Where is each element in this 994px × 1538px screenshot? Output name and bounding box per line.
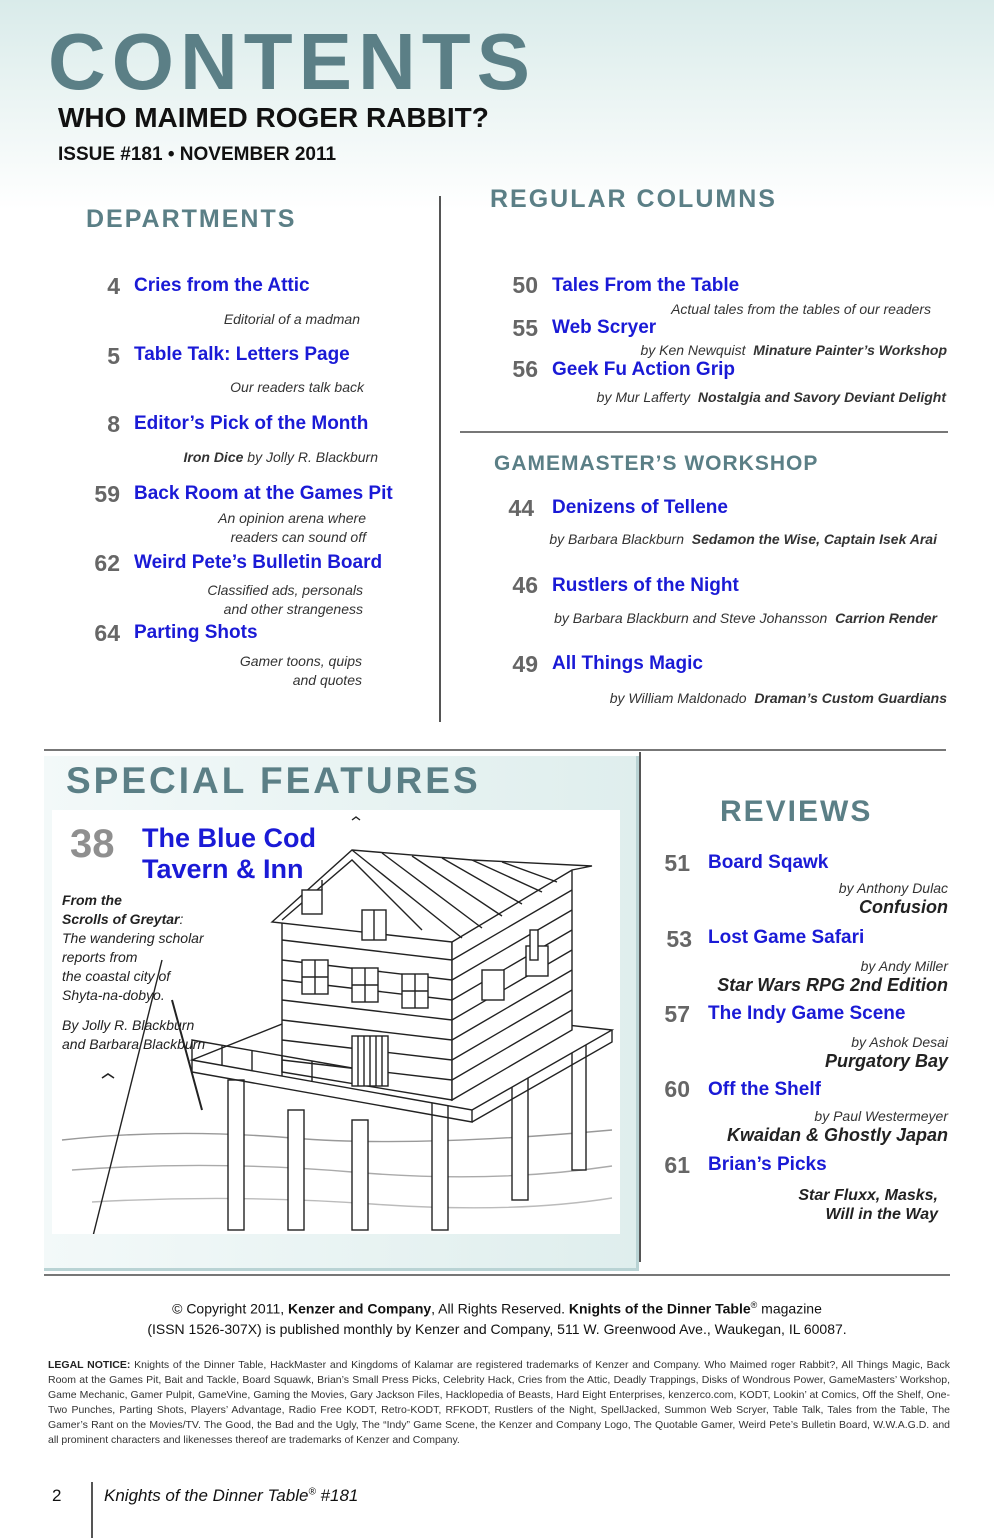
review-byline: by Paul Westermeyer <box>814 1108 948 1124</box>
column-subject: Minature Painter’s Workshop <box>753 342 947 358</box>
workshop-subject: Draman’s Custom Guardians <box>754 690 947 706</box>
reviewed-game: Star Fluxx, Masks, <box>798 1187 938 1204</box>
magazine-name: Knights of the Dinner Table <box>568 1300 751 1317</box>
section-divider <box>44 749 946 751</box>
entry-title[interactable]: Off the Shelf <box>708 1079 821 1100</box>
review-byline: by Andy Miller <box>860 958 948 974</box>
page-title: CONTENTS <box>48 17 536 106</box>
entry-title[interactable]: Table Talk: Letters Page <box>134 344 350 365</box>
entry-description: Editorial of a madman <box>223 311 360 327</box>
page-number: 49 <box>512 651 538 677</box>
page-number: 61 <box>664 1152 690 1178</box>
copyright-notice: © Copyright 2011, Kenzer and Company, All Rights Reserved. Knights of the Dinner Table® magazine (ISSN 1526-307X) is published monthly by Kenzer and Company, 511 W. Greenwood Ave., Waukegan, IL 60087. <box>147 1300 847 1337</box>
entry-title[interactable]: Tales From the Table <box>552 275 740 296</box>
issue-title: WHO MAIMED ROGER RABBIT? <box>58 102 489 133</box>
entry-byline: by Ken Newquist Minature Painter’s Workshop <box>640 342 947 358</box>
departments-heading: DEPARTMENTS <box>86 205 297 233</box>
reviews-heading: REVIEWS <box>720 795 873 828</box>
entry-title[interactable]: Denizens of Tellene <box>552 497 728 518</box>
entry-title[interactable]: Geek Fu Action Grip <box>552 359 735 380</box>
entry-description: Gamer toons, quips <box>239 653 362 669</box>
column-divider <box>439 196 441 722</box>
entry-title[interactable]: Back Room at the Games Pit <box>134 483 393 504</box>
feature-byline: By Jolly R. Blackburn and Barbara Blackburn <box>62 1017 206 1052</box>
entry-title[interactable]: Cries from the Attic <box>134 275 310 296</box>
workshop-subject: Carrion Render <box>835 610 937 626</box>
entry-title[interactable]: All Things Magic <box>552 653 703 674</box>
footer-magazine-title: Knights of the Dinner Table® #181 <box>104 1486 359 1505</box>
reviewed-game: Confusion <box>859 897 948 917</box>
entry-title[interactable]: Web Scryer <box>552 317 657 338</box>
page-number: 62 <box>94 550 120 576</box>
page-number: 59 <box>94 481 120 507</box>
legal-notice: LEGAL NOTICE: Knights of the Dinner Table, HackMaster and Kingdoms of Kalamar are registered trademarks of Kenzer and Company. Who Maimed roger Rabbit?, All Things Magic, Back Room at the Games Pit, Bait and Tackle, Board Squawk, Brian’s Small Press Picks, Celebrity Hack, Cries from the Attic, Deadly Trappings, Disks of Wondrous Power, GameMasters’ Workshop, Game Mechanic, Gamer Pulpit, GameVine, Gaming the Movies, Gary Jackson Files, Hacklopedia of Beasts, Hard Eight Enterprises, kenzerco.com, KODT, Lookin’ at Comics, Off the Shelf, One-Two Punches, Parting Shots, Players’ Advantage, Radio Free KODT, Retro-KODT, RFKODT, Rustlers of the Night, SpellJacked, Summon Web Scryer, Table Talk, Tales from the Table, The Gamer’s Rant on the Movies/TV. The Good, the Bad and the Ugly, The “Indy” Game Scene, the Kenzer and Company Logo, The Quotable Gamer, Weird Pete’s Bulletin Board, W.W.A.G.D. and all prominent characters and likenesses thereof are trademarks of Kenzer and Company. <box>48 1359 950 1446</box>
page-number: 50 <box>512 272 538 298</box>
publisher-name: Kenzer and Company <box>288 1300 432 1317</box>
entry-byline: by Mur Lafferty Nostalgia and Savory Deviant Delight <box>596 389 946 405</box>
featured-product: Iron Dice <box>183 449 244 465</box>
reviewed-game: Will in the Way <box>825 1206 938 1223</box>
feature-page-number: 38 <box>70 822 115 866</box>
entry-title[interactable]: Parting Shots <box>134 622 258 643</box>
workshop-subject: Sedamon the Wise, Captain Isek Arai <box>691 531 937 547</box>
entry-title[interactable]: Board Sqawk <box>708 852 829 873</box>
page-number: 55 <box>512 315 538 341</box>
entry-description: readers can sound off <box>230 529 366 545</box>
feature-title[interactable]: The Blue Cod Tavern & Inn <box>142 823 316 884</box>
review-byline: by Ashok Desai <box>851 1034 948 1050</box>
feature-blurb: The wandering scholar reports from the coastal city of Shyta-na-dobyo. <box>62 930 204 1003</box>
entry-byline: by Barbara Blackburn and Steve Johansson Carrion Render <box>554 610 937 626</box>
page-number: 60 <box>664 1076 690 1102</box>
entry-title[interactable]: The Indy Game Scene <box>708 1003 906 1024</box>
page-number: 56 <box>512 356 538 382</box>
page-number: 4 <box>107 273 120 299</box>
page-number: 51 <box>664 850 690 876</box>
page-number: 5 <box>107 343 120 369</box>
column-subject: Nostalgia and Savory Deviant Delight <box>697 389 946 405</box>
special-features-heading: SPECIAL FEATURES <box>66 760 481 801</box>
page-number: 8 <box>107 411 120 437</box>
entry-description: Our readers talk back <box>230 379 364 395</box>
entry-description: Classified ads, personals <box>207 582 363 598</box>
entry-title[interactable]: Brian’s Picks <box>708 1154 827 1175</box>
page-number: 44 <box>508 495 534 521</box>
entry-title[interactable]: Rustlers of the Night <box>552 575 739 596</box>
entry-description: Actual tales from the tables of our readers <box>671 301 931 317</box>
gamemasters-workshop-heading: GAMEMASTER’S WORKSHOP <box>494 452 819 475</box>
feature-source: From the Scrolls of Greytar: <box>62 892 184 927</box>
page-number: 64 <box>94 620 120 646</box>
entry-title[interactable]: Lost Game Safari <box>708 927 865 948</box>
review-byline: by Anthony Dulac <box>838 880 948 896</box>
entry-title[interactable]: Editor’s Pick of the Month <box>134 413 369 434</box>
footer-divider <box>44 1274 950 1276</box>
reviewed-game: Star Wars RPG 2nd Edition <box>717 975 948 995</box>
footer-divider <box>91 1482 93 1538</box>
entry-description: and other strangeness <box>223 601 363 617</box>
reviewed-game: Purgatory Bay <box>824 1051 948 1071</box>
entry-title[interactable]: Weird Pete’s Bulletin Board <box>134 552 383 573</box>
section-divider <box>460 431 948 433</box>
page-number: 57 <box>664 1001 690 1027</box>
entry-byline: by Barbara Blackburn Sedamon the Wise, Captain Isek Arai <box>549 531 937 547</box>
page-number: 46 <box>512 572 538 598</box>
entry-description: An opinion arena where <box>218 510 366 526</box>
entry-description: and quotes <box>292 672 362 688</box>
issue-date: ISSUE #181 • NOVEMBER 2011 <box>58 144 337 165</box>
page-number: 53 <box>666 926 692 952</box>
reviewed-game: Kwaidan & Ghostly Japan <box>726 1125 948 1145</box>
page-number-footer: 2 <box>52 1486 62 1505</box>
regular-columns-heading: REGULAR COLUMNS <box>490 185 777 213</box>
entry-description: Iron Dice by Jolly R. Blackburn <box>183 449 378 465</box>
entry-byline: by William Maldonado Draman’s Custom Guardians <box>609 690 947 706</box>
